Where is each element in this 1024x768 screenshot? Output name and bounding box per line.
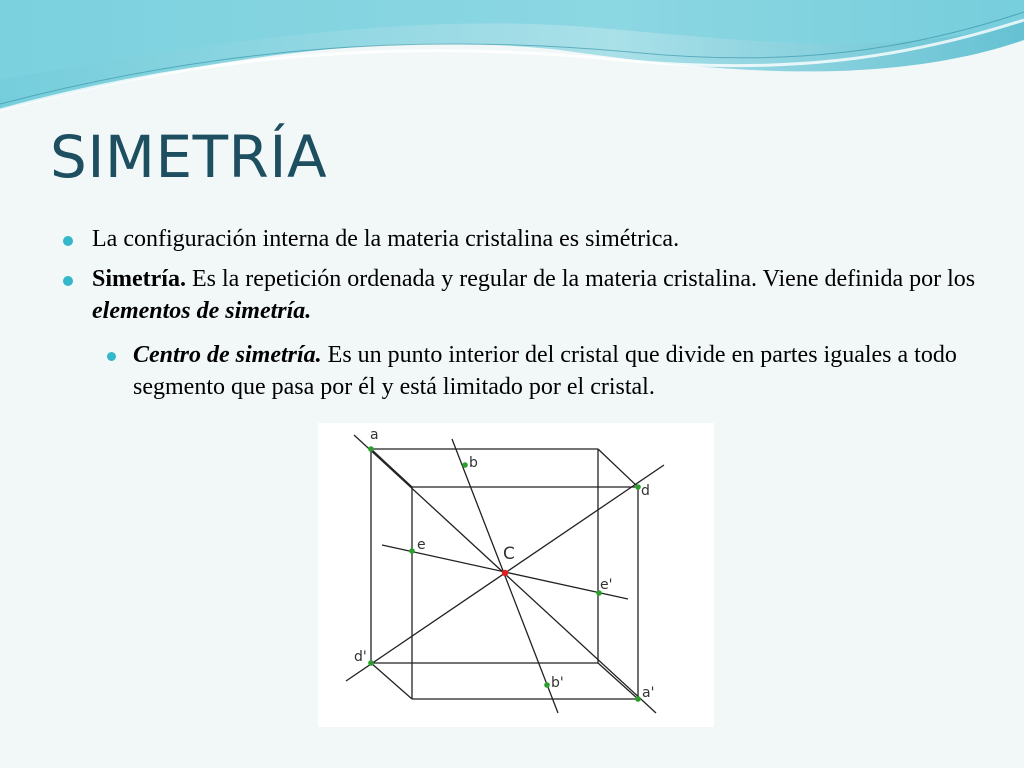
point-label-b: b xyxy=(469,455,478,471)
bullet-item-2 xyxy=(92,263,992,327)
decorative-wave-header xyxy=(0,0,1024,120)
point-label-a: a xyxy=(370,427,379,443)
point-label-a-prime: a' xyxy=(642,685,655,701)
point-label-b-prime: b' xyxy=(551,675,564,691)
bullet-dot-icon xyxy=(63,276,73,286)
bullet-item-1 xyxy=(92,223,992,255)
bullet-dot-icon xyxy=(63,236,73,246)
point-label-d: d xyxy=(641,483,650,499)
cube-diagram-svg xyxy=(318,423,714,727)
sub-bullet-dot-icon xyxy=(107,352,116,361)
bullet-bold-term: Simetría. xyxy=(92,266,186,292)
point-label-e-prime: e' xyxy=(600,577,613,593)
bullet-text: La configuración interna de la materia cristalina es simétrica. xyxy=(92,226,680,252)
point-label-d-prime: d' xyxy=(354,649,367,665)
bullet-bold-italic-term: elementos de simetría. xyxy=(92,298,312,324)
sub-bullet-bold-italic-term: Centro de simetría. xyxy=(133,342,322,368)
point-label-e: e xyxy=(417,537,426,553)
sub-bullet-text: Es un punto interior del cristal que divide en partes iguales a todo segmento que pasa por él y está limitado por el cristal. xyxy=(133,342,957,400)
center-label-c: C xyxy=(503,544,515,564)
bullet-text: Es la repetición ordenada y regular de la materia cristalina. Viene definida por los xyxy=(185,266,976,292)
sub-bullet-item-1 xyxy=(133,339,993,403)
symmetry-center-diagram xyxy=(318,423,714,727)
slide-title: SIMETRÍA xyxy=(50,123,328,191)
